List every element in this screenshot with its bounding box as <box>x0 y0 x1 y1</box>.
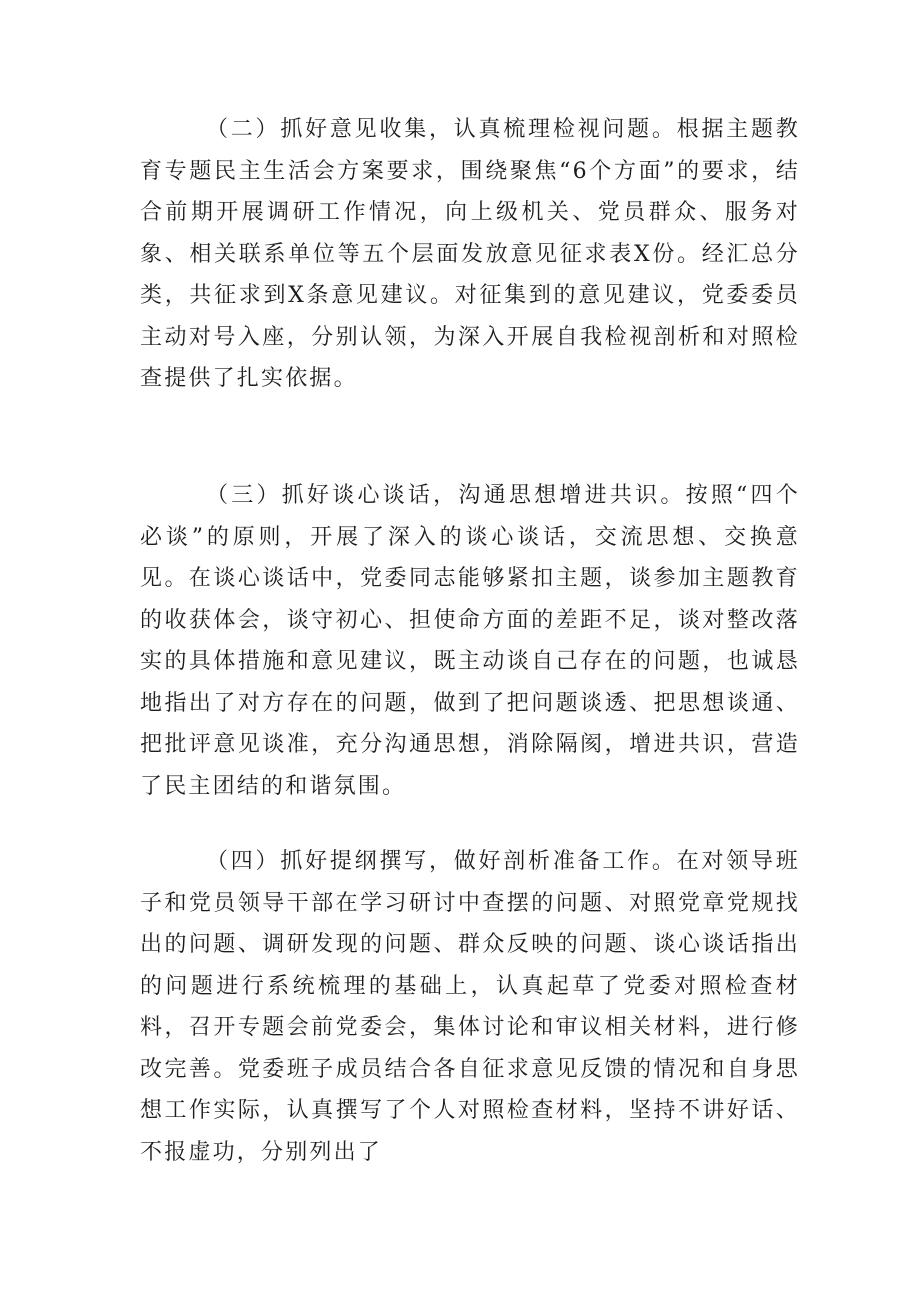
paragraph-opinion-collection: （二）抓好意见收集，认真梳理检视问题。根据主题教育专题民主生活会方案要求，围绕聚焦“6个方面”的要求，结合前期开展调研工作情况，向上级机关、党员群众、服务对象、相关联系单位等五个层面发放意见征求表X份。经汇总分类，共征求到X条意见建议。对征集到的意见建议，党委委员主动对号入座，分别认领，为深入开展自我检视剖析和对照检查提供了扎实依据。 <box>140 117 800 391</box>
paragraph-outline-writing: （四）抓好提纲撰写，做好剖析准备工作。在对领导班子和党员领导干部在学习研讨中查摆的问题、对照党章党规找出的问题、调研发现的问题、群众反映的问题、谈心谈话指出的问题进行系统梳理的基础上，认真起草了党委对照检查材料，召开专题会前党委会，集体讨论和审议相关材料，进行修改完善。党委班子成员结合各自征求意见反馈的情况和自身思想工作实际，认真撰写了个人对照检查材料，坚持不讲好话、不报虚功，分别列出了 <box>140 849 800 1165</box>
paragraph-heart-to-heart-talks: （三）抓好谈心谈话，沟通思想增进共识。按照“四个必谈”的原则，开展了深入的谈心谈话，交流思想、交换意见。在谈心谈话中，党委同志能够紧扣主题，谈参加主题教育的收获体会，谈守初心、担使命方面的差距不足，谈对整改落实的具体措施和意见建议，既主动谈自己存在的问题，也诚恳地指出了对方存在的问题，做到了把问题谈透、把思想谈通、把批评意见谈准，充分沟通思想，消除隔阂，增进共识，营造了民主团结的和谐氛围。 <box>140 483 800 799</box>
